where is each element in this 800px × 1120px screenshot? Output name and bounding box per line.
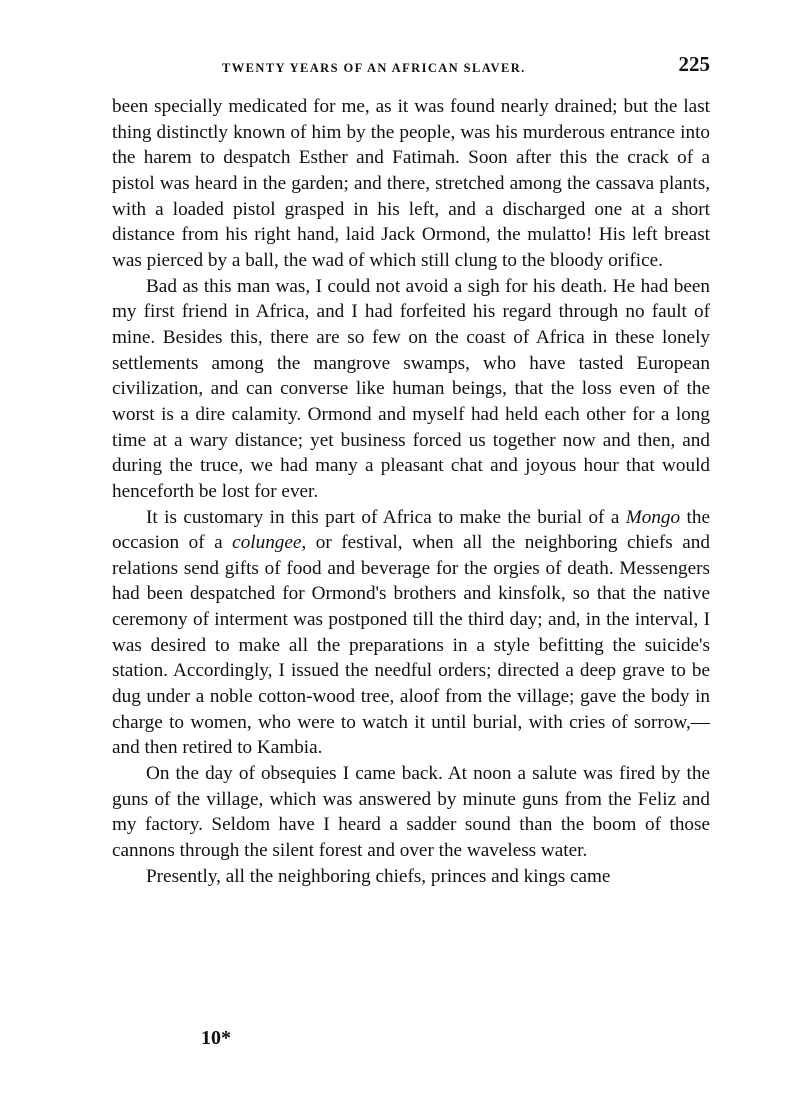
paragraph-text: On the day of obsequies I came back. At noon a salute was fired by the guns of the village, which was answered by minute guns from the Feliz and my factory. Seldom have I heard a sadder sound than the boom of those cannons through the silent forest and over the waveless water. — [112, 763, 710, 862]
italic-term: Mongo — [625, 506, 681, 528]
paragraph — [112, 94, 710, 274]
paragraph-text: It is customary in this part of Africa to make the burial of a — [146, 506, 626, 528]
paragraph — [112, 274, 710, 505]
paragraph — [112, 864, 710, 890]
paragraph — [112, 761, 710, 864]
paragraph-text: Presently, all the neighboring chiefs, princes and kings came — [146, 865, 611, 887]
signature-mark: 10* — [201, 1027, 231, 1049]
paragraph-text: , or festival, when all the neighboring chiefs and relations send gifts of food and beverage for the orgies of death. Messengers had been despatched for Ormond's brothers and kinsfolk, so that the native ceremony of interment was postponed till the third day; and, in the interval, I was desired to make all the preparations in a style befitting the suicide's station. Accordingly, I issued the needful orders; directed a deep grave to be dug under a noble cotton-wood tree, aloof from the village; gave the body in charge to women, who were to watch it until burial, with cries of sorrow,—and then retired to Kambia. — [112, 532, 710, 759]
paragraph-text: the occasion of a — [112, 506, 710, 554]
paragraph — [112, 505, 710, 762]
italic-term: colungee — [232, 532, 302, 554]
paragraph-text: Bad as this man was, I could not avoid a sigh for his death. He had been my first friend in Africa, and I had forfeited his regard through no fault of mine. Besides this, there are so few on the coast of Africa in these lonely settlements among the mangrove swamps, who have tasted European civilization, and can converse like human beings, that the loss even of the worst is a dire calamity. Ormond and myself had held each other for a long time at a wary distance; yet business forced us together now and then, and during the truce, we had many a pleasant chat and joyous hour that would henceforth be lost for ever. — [112, 275, 710, 502]
running-head — [112, 52, 710, 80]
body-text — [112, 94, 710, 889]
paragraph-text: been specially medicated for me, as it was found nearly drained; but the last thing distinctly known of him by the people, was his murderous entrance into the harem to despatch Esther and Fatimah. Soon after this the crack of a pistol was heard in the garden; and there, stretched among the cassava plants, with a loaded pistol grasped in his left, and a discharged one at a short distance from his right hand, laid Jack Ormond, the mulatto! His left breast was pierced by a ball, the wad of which still clung to the bloody orifice. — [112, 96, 710, 271]
running-title: TWENTY YEARS OF AN AFRICAN SLAVER. — [222, 61, 526, 75]
page-number: 225 — [678, 52, 710, 76]
